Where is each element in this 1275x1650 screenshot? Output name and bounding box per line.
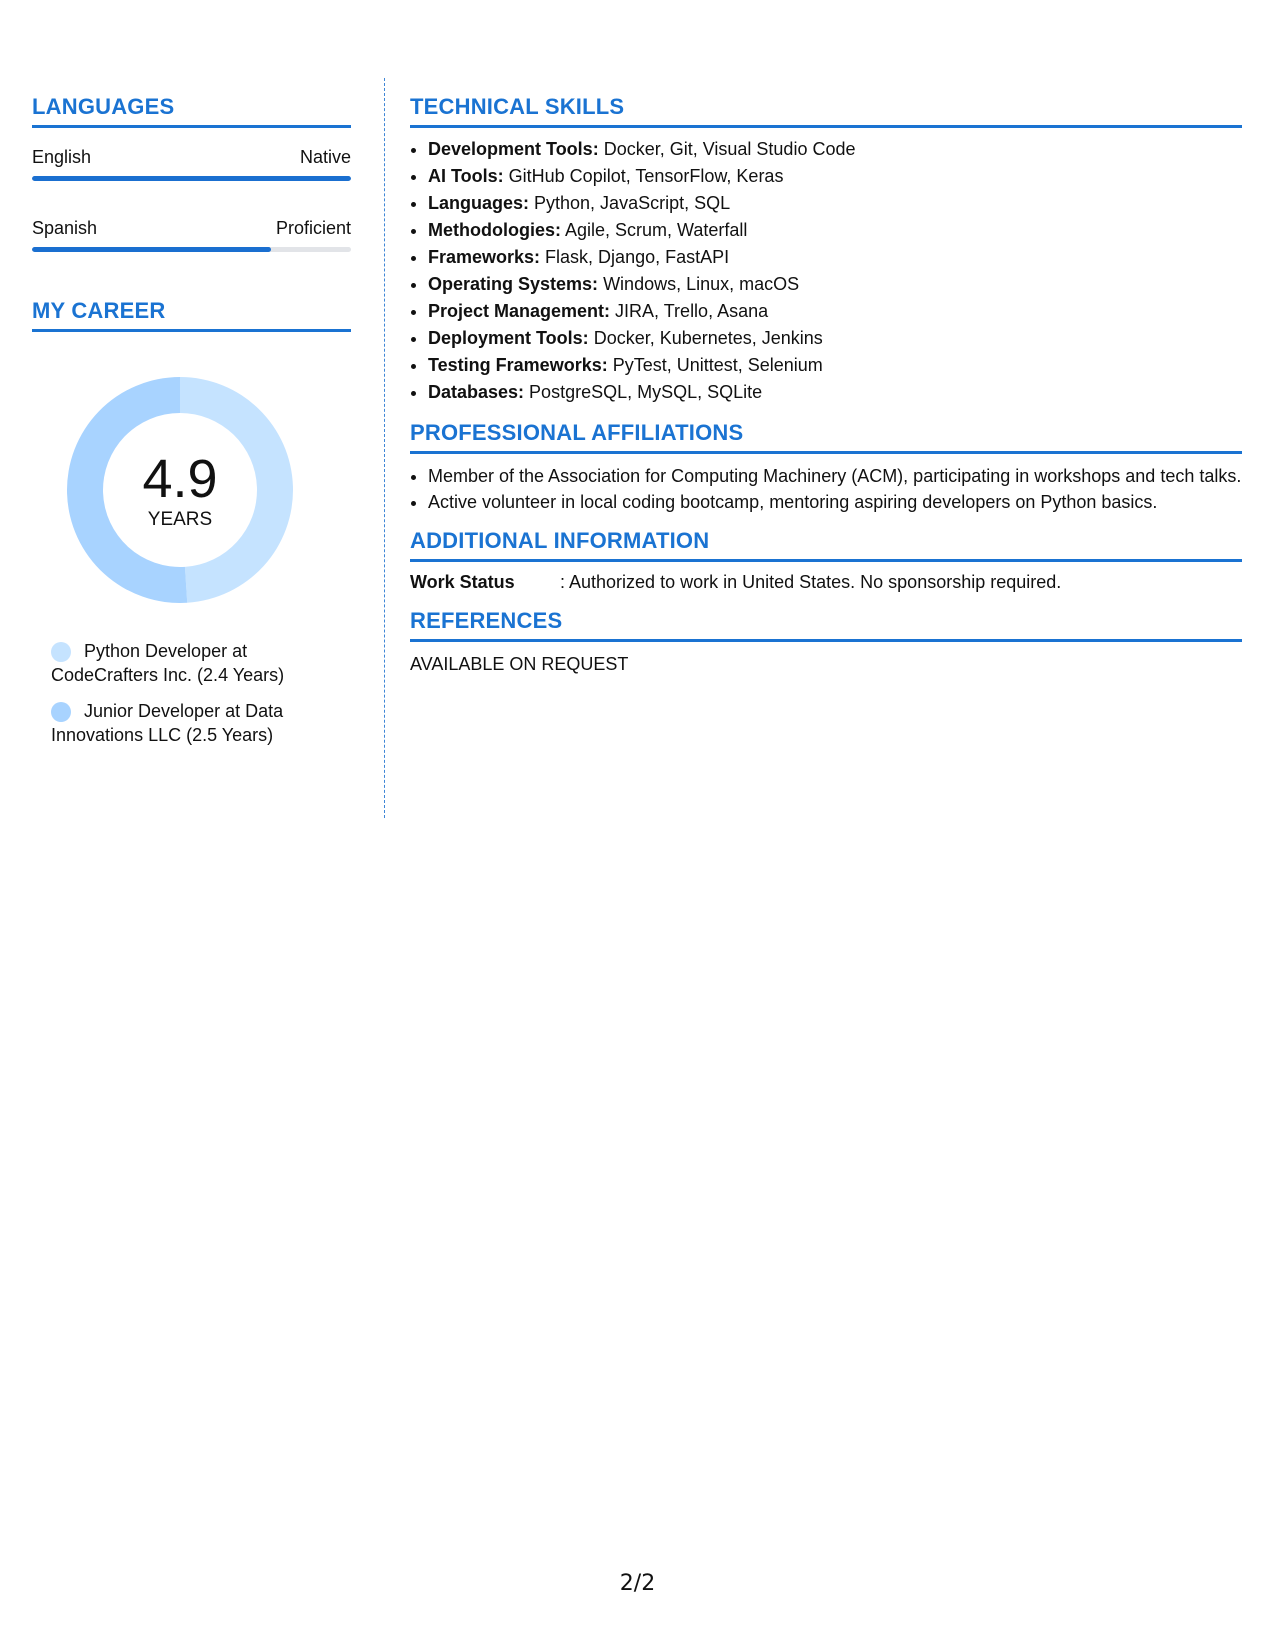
language-level: Proficient <box>275 218 351 238</box>
work-status-value: : Authorized to work in United States. No sponsorship required. <box>560 572 1062 592</box>
skill-value: Agile, Scrum, Waterfall <box>561 220 748 240</box>
skill-item <box>428 244 1242 271</box>
references-title: REFERENCES <box>410 606 1242 642</box>
skill-value: Windows, Linux, macOS <box>598 274 800 294</box>
references-section <box>410 606 1242 676</box>
skill-value: Docker, Kubernetes, Jenkins <box>588 328 823 348</box>
skill-value: Flask, Django, FastAPI <box>540 247 730 267</box>
skill-label: AI Tools: <box>428 166 504 186</box>
work-status-label: Work Status <box>410 572 515 592</box>
page-number: 2/2 <box>619 1571 656 1596</box>
language-proficiency-fill <box>32 247 271 252</box>
skill-label: Deployment Tools: <box>428 328 589 348</box>
references-text: AVAILABLE ON REQUEST <box>410 654 629 674</box>
legend-label: Python Developer at CodeCrafters Inc. (2.4 Years) <box>51 641 285 685</box>
language-name: Spanish <box>32 218 98 238</box>
skill-label: Development Tools: <box>428 139 599 159</box>
skill-label: Languages: <box>428 193 530 213</box>
skill-value: PyTest, Unittest, Selenium <box>607 355 823 375</box>
career-total-unit: YEARS <box>147 509 213 530</box>
languages-title: LANGUAGES <box>32 92 351 128</box>
skill-value: Python, JavaScript, SQL <box>529 193 731 213</box>
career-donut-chart <box>67 377 293 603</box>
legend-dot <box>51 642 71 662</box>
language-level: Native <box>299 147 351 167</box>
career-total-value: 4.9 <box>142 449 218 509</box>
skill-value: Docker, Git, Visual Studio Code <box>598 139 856 159</box>
language-name: English <box>32 147 92 167</box>
skill-item <box>428 136 1242 163</box>
legend-label: Junior Developer at Data Innovations LLC (2.5 Years) <box>51 701 284 745</box>
skill-item <box>428 271 1242 298</box>
column-divider <box>384 78 385 818</box>
affiliations-section <box>410 418 1242 514</box>
affiliations-title: PROFESSIONAL AFFILIATIONS <box>410 418 1242 454</box>
skill-item <box>428 163 1242 190</box>
skill-label: Operating Systems: <box>428 274 599 294</box>
skill-item <box>428 352 1242 379</box>
affiliations-list <box>410 464 1242 514</box>
skill-label: Frameworks: <box>428 247 541 267</box>
skill-label: Project Management: <box>428 301 611 321</box>
career-title: MY CAREER <box>32 296 351 332</box>
right-column <box>410 92 1242 676</box>
work-status-row <box>410 570 1242 594</box>
language-proficiency-fill <box>32 176 351 181</box>
additional-info-title: ADDITIONAL INFORMATION <box>410 526 1242 562</box>
donut-center <box>67 377 293 603</box>
skills-list <box>410 136 1242 406</box>
affiliation-item: • Active volunteer in local coding bootcamp, mentoring aspiring developers on Python basics. <box>428 490 1242 514</box>
career-legend <box>51 639 321 747</box>
technical-skills-title: TECHNICAL SKILLS <box>410 92 1242 128</box>
language-proficiency-bar <box>32 176 351 181</box>
skill-item <box>428 325 1242 352</box>
language-item-spanish <box>32 217 351 252</box>
skill-item <box>428 217 1242 244</box>
skill-label: Methodologies: <box>428 220 561 240</box>
language-proficiency-bar <box>32 247 351 252</box>
career-section <box>32 296 351 747</box>
skill-item <box>428 379 1242 406</box>
legend-item-data-innovations <box>51 699 321 747</box>
language-list <box>32 146 351 252</box>
skill-value: JIRA, Trello, Asana <box>610 301 769 321</box>
language-item-english <box>32 146 351 181</box>
skill-item <box>428 298 1242 325</box>
skill-value: PostgreSQL, MySQL, SQLite <box>524 382 763 402</box>
legend-item-codecrafters <box>51 639 321 687</box>
languages-section <box>32 92 351 252</box>
legend-dot <box>51 702 71 722</box>
left-column <box>32 92 351 759</box>
technical-skills-section <box>410 92 1242 406</box>
skill-label: Databases: <box>428 382 525 402</box>
skill-value: GitHub Copilot, TensorFlow, Keras <box>503 166 784 186</box>
additional-info-section <box>410 526 1242 594</box>
skill-item <box>428 190 1242 217</box>
skill-label: Testing Frameworks: <box>428 355 608 375</box>
affiliation-item: • Member of the Association for Computing Machinery (ACM), participating in workshops and tech talks. <box>428 464 1242 488</box>
